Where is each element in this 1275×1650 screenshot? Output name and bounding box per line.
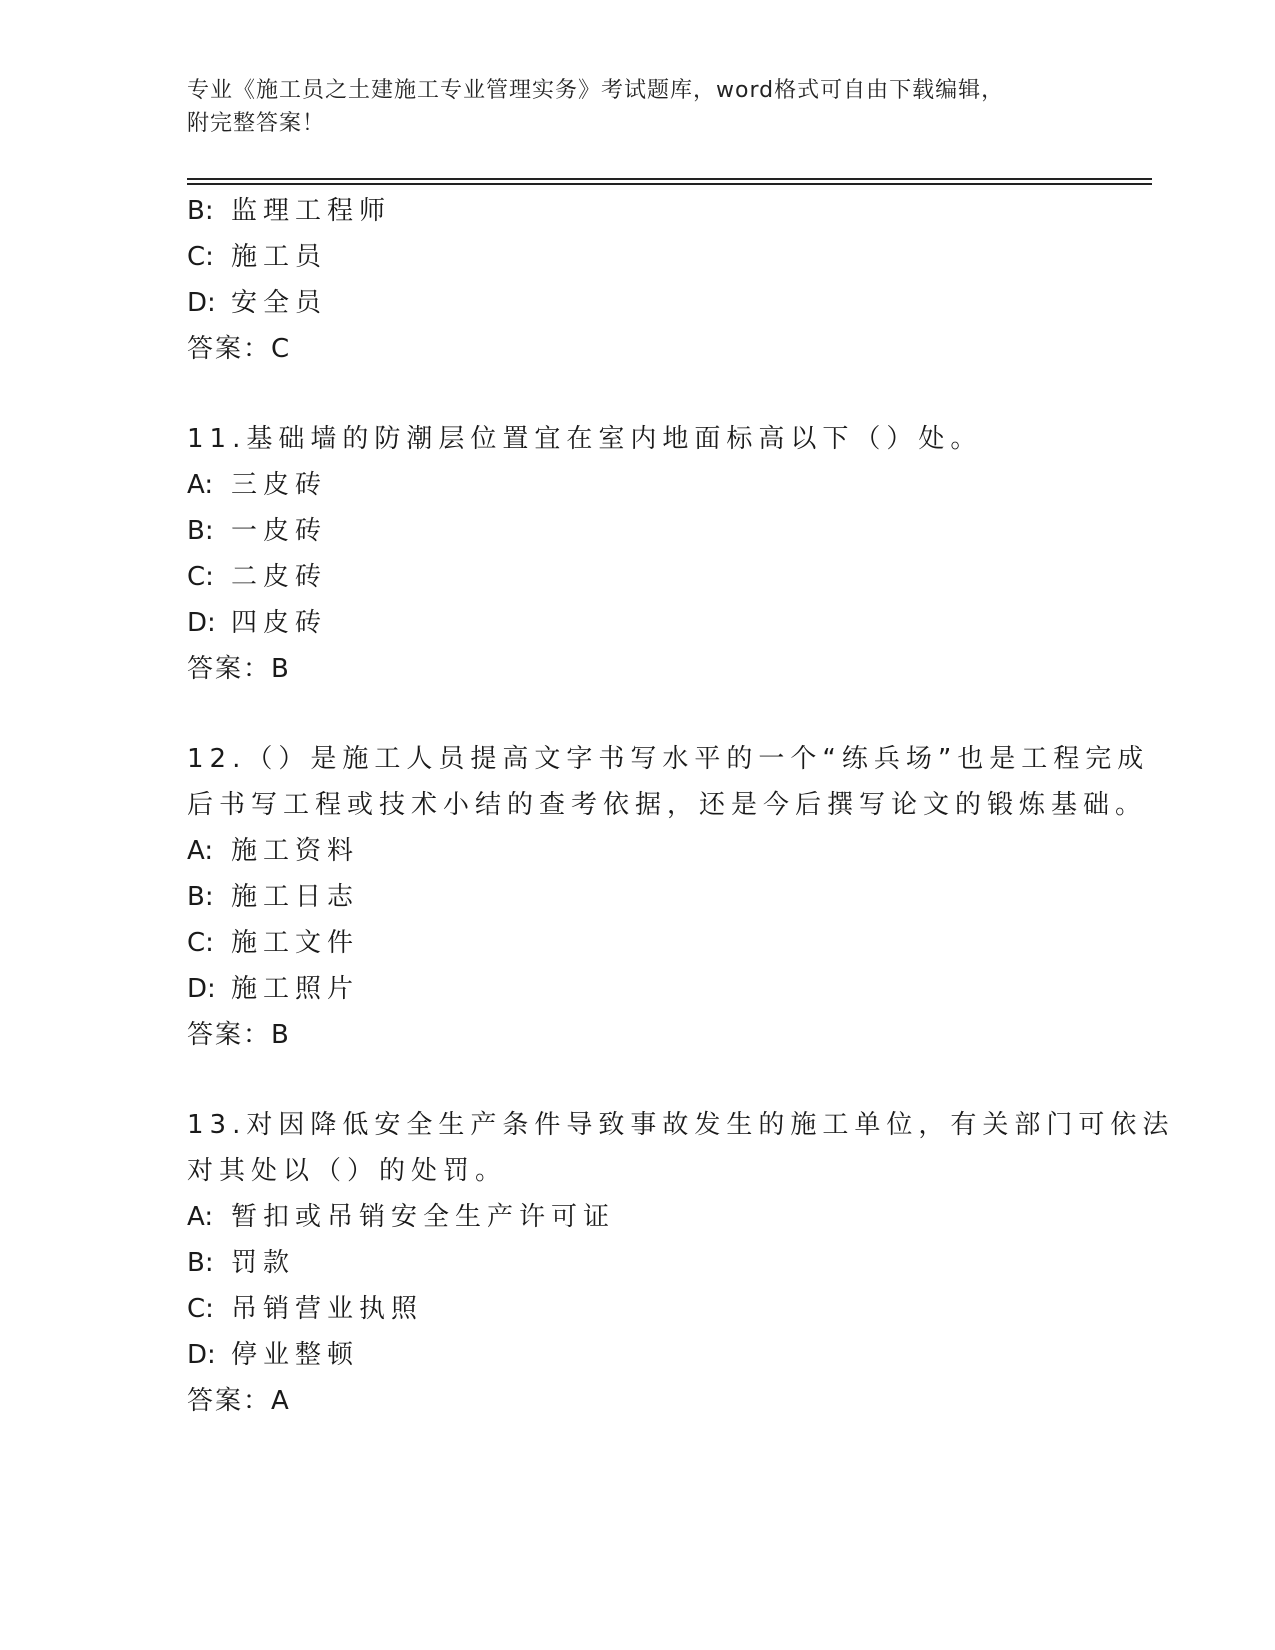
option-c bbox=[187, 1286, 1087, 1332]
option-text: 监理工程师 bbox=[231, 196, 392, 226]
question-stem bbox=[187, 1102, 1175, 1194]
option-prefix: D: bbox=[187, 608, 216, 638]
question-stem bbox=[187, 416, 1087, 462]
option-text: 施工照片 bbox=[231, 974, 360, 1004]
option-prefix: A: bbox=[187, 1202, 214, 1232]
question-stem-line: 13.对因降低安全生产条件导致事故发生的施工单位，有关部门可依法 bbox=[187, 1110, 1175, 1140]
option-text: 停业整顿 bbox=[231, 1340, 360, 1370]
option-d bbox=[187, 280, 1087, 326]
option-prefix: A: bbox=[187, 470, 214, 500]
question-list bbox=[187, 188, 1175, 1424]
option-text: 罚款 bbox=[231, 1248, 296, 1278]
option-text: 吊销营业执照 bbox=[231, 1294, 424, 1324]
option-prefix: D: bbox=[187, 974, 216, 1004]
header-divider-bottom bbox=[187, 183, 1152, 185]
option-text: 安全员 bbox=[231, 288, 328, 318]
option-b bbox=[187, 1240, 1087, 1286]
option-d bbox=[187, 1332, 1087, 1378]
question-stem bbox=[187, 736, 1150, 828]
question-11 bbox=[187, 416, 1087, 692]
option-prefix: B: bbox=[187, 1248, 214, 1278]
option-b bbox=[187, 874, 1087, 920]
option-c bbox=[187, 554, 1087, 600]
option-text: 施工文件 bbox=[231, 928, 360, 958]
header-line-1: 专业《施工员之土建施工专业管理实务》考试题库，word格式可自由下载编辑， bbox=[187, 78, 1005, 103]
option-prefix: B: bbox=[187, 516, 214, 546]
option-text: 一皮砖 bbox=[231, 516, 328, 546]
continued-question bbox=[187, 188, 1087, 372]
option-prefix: C: bbox=[187, 928, 214, 958]
question-12 bbox=[187, 736, 1150, 1058]
question-stem-line: 11.基础墙的防潮层位置宜在室内地面标高以下（）处。 bbox=[187, 424, 983, 454]
option-b bbox=[187, 508, 1087, 554]
option-prefix: D: bbox=[187, 1340, 216, 1370]
option-a bbox=[187, 462, 1087, 508]
question-stem-line: 对其处以（）的处罚。 bbox=[187, 1156, 508, 1186]
option-text: 施工资料 bbox=[231, 836, 360, 866]
question-stem-line: 12.（）是施工人员提高文字书写水平的一个“练兵场”也是工程完成 bbox=[187, 744, 1150, 774]
question-stem-line: 后书写工程或技术小结的查考依据，还是今后撰写论文的锻炼基础。 bbox=[187, 790, 1148, 820]
option-d bbox=[187, 966, 1087, 1012]
option-text: 施工员 bbox=[231, 242, 328, 272]
option-prefix: B: bbox=[187, 196, 214, 226]
option-prefix: C: bbox=[187, 562, 214, 592]
question-13 bbox=[187, 1102, 1175, 1424]
option-text: 三皮砖 bbox=[231, 470, 328, 500]
answer-line: 答案：C bbox=[187, 334, 292, 364]
header-line-2: 附完整答案！ bbox=[187, 111, 326, 136]
option-a bbox=[187, 828, 1087, 874]
option-text: 暂扣或吊销安全生产许可证 bbox=[231, 1202, 616, 1232]
option-d bbox=[187, 600, 1087, 646]
option-text: 四皮砖 bbox=[231, 608, 328, 638]
option-c bbox=[187, 920, 1087, 966]
option-text: 二皮砖 bbox=[231, 562, 328, 592]
header-divider-top bbox=[187, 178, 1152, 180]
option-prefix: C: bbox=[187, 1294, 214, 1324]
option-c bbox=[187, 234, 1087, 280]
answer-line: 答案：B bbox=[187, 654, 291, 684]
option-prefix: C: bbox=[187, 242, 214, 272]
option-prefix: A: bbox=[187, 836, 214, 866]
answer-line: 答案：A bbox=[187, 1386, 291, 1416]
option-text: 施工日志 bbox=[231, 882, 360, 912]
answer-line: 答案：B bbox=[187, 1020, 291, 1050]
option-a bbox=[187, 1194, 1087, 1240]
page-header bbox=[187, 74, 1087, 140]
option-b bbox=[187, 188, 1087, 234]
option-prefix: B: bbox=[187, 882, 214, 912]
option-prefix: D: bbox=[187, 288, 216, 318]
